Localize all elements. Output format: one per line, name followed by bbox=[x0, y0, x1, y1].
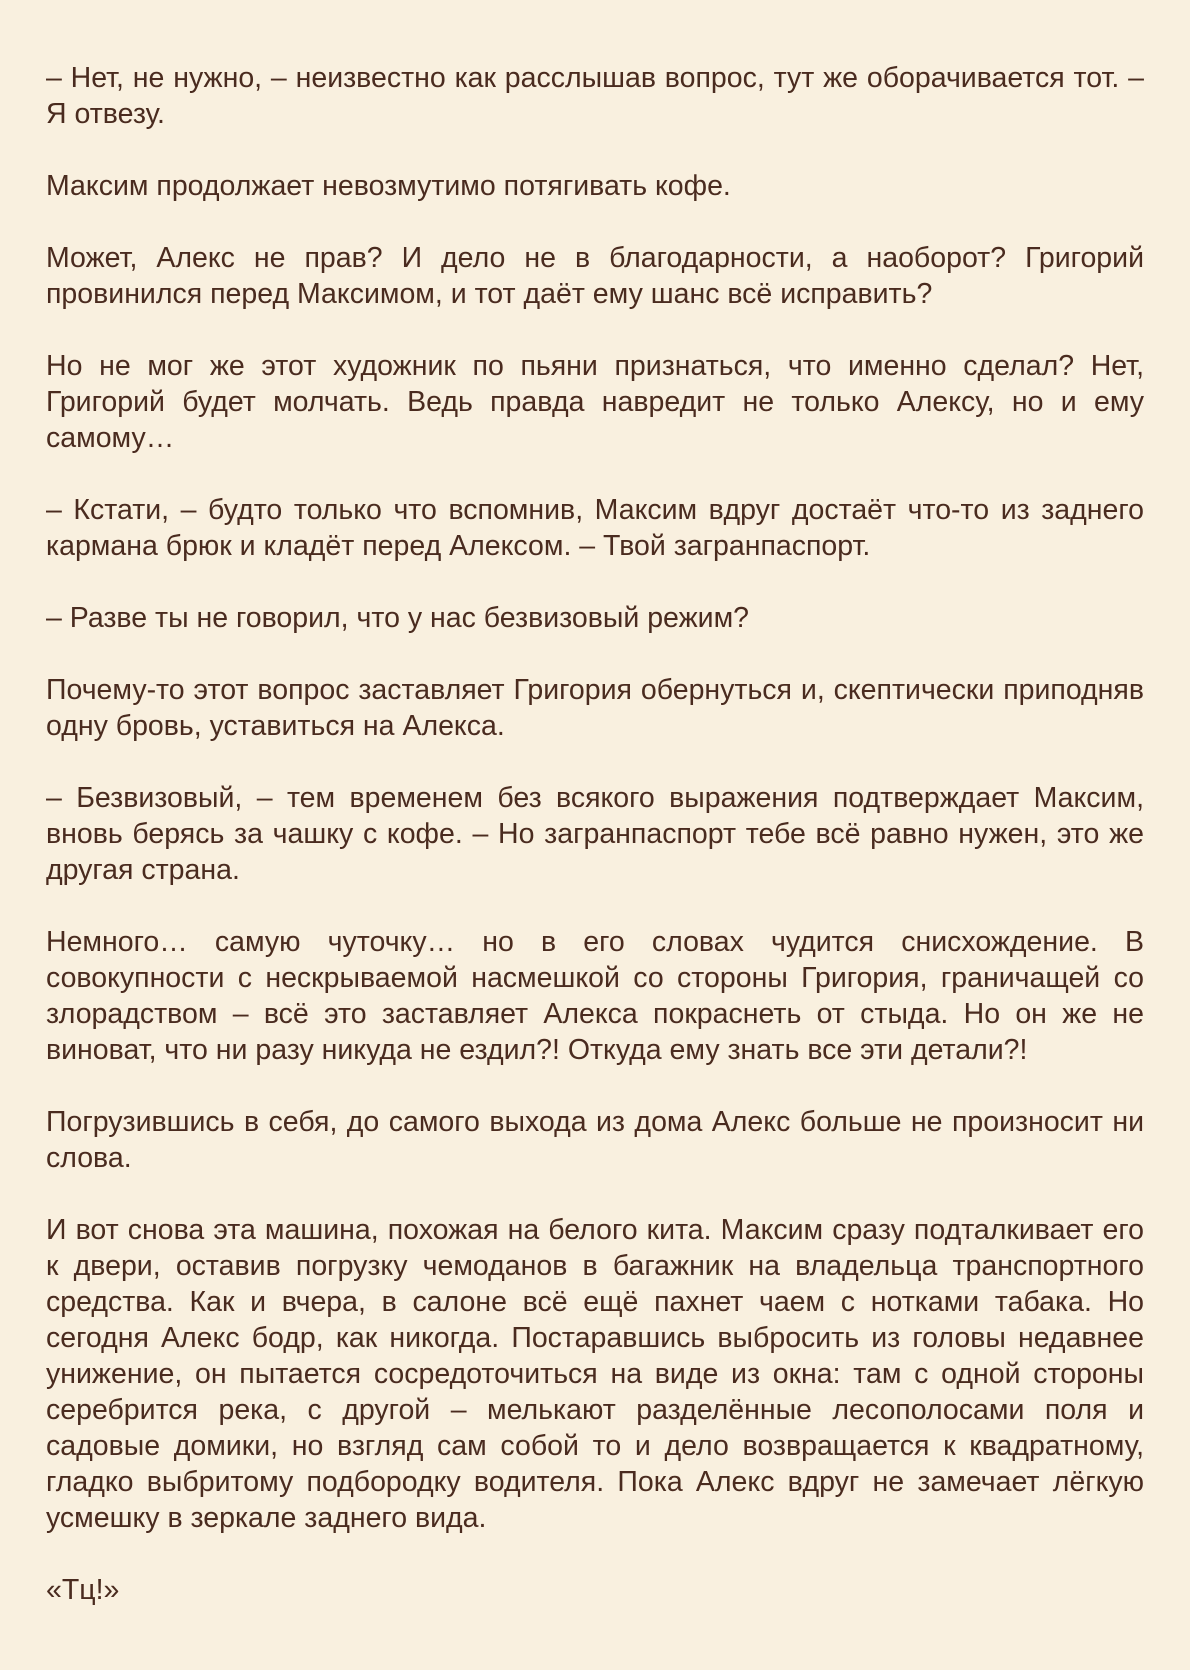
paragraph-3: Может, Алекс не прав? И дело не в благодарности, а наоборот? Григорий провинился перед Максимом, и тот даёт ему шанс всё исправить? bbox=[46, 242, 1144, 310]
paragraph-4: Но не мог же этот художник по пьяни признаться, что именно сделал? Нет, Григорий будет молчать. Ведь правда навредит не только Алексу, но и ему самому… bbox=[46, 350, 1144, 454]
paragraph-6: – Разве ты не говорил, что у нас безвизовый режим? bbox=[46, 602, 750, 634]
paragraph-2: Максим продолжает невозмутимо потягивать кофе. bbox=[46, 170, 731, 202]
paragraph-9: Немного… самую чуточку… но в его словах чудится снисхождение. В совокупности с нескрываемой насмешкой со стороны Григория, граничащей со злорадством – всё это заставляет Алекса покраснеть от стыда. Но он же не виноват, что ни разу никуда не ездил?! Откуда ему знать все эти детали?! bbox=[46, 926, 1144, 1066]
paragraph-7: Почему-то этот вопрос заставляет Григория обернуться и, скептически приподняв одну бровь, уставиться на Алекса. bbox=[46, 674, 1144, 742]
paragraph-10: Погрузившись в себя, до самого выхода из дома Алекс больше не произносит ни слова. bbox=[46, 1106, 1144, 1174]
paragraph-12: «Тц!» bbox=[46, 1574, 120, 1606]
paragraph-1: – Нет, не нужно, – неизвестно как расслышав вопрос, тут же оборачивается тот. – Я отвезу. bbox=[46, 62, 1144, 130]
paragraph-11: И вот снова эта машина, похожая на белого кита. Максим сразу подталкивает его к двери, оставив погрузку чемоданов в багажник на владельца транспортного средства. Как и вчера, в салоне всё ещё пахнет чаем с нотками табака. Но сегодня Алекс бодр, как никогда. Постаравшись выбросить из головы недавнее унижение, он пытается сосредоточиться на виде из окна: там с одной стороны серебрится река, с другой – мелькают разделённые лесополосами поля и садовые домики, но взгляд сам собой то и дело возвращается к квадратному, гладко выбритому подбородку водителя. Пока Алекс вдруг не замечает лёгкую усмешку в зеркале заднего вида. bbox=[46, 1214, 1144, 1534]
paragraph-8: – Безвизовый, – тем временем без всякого выражения подтверждает Максим, вновь берясь за чашку с кофе. – Но загранпаспорт тебе всё равно нужен, это же другая страна. bbox=[46, 782, 1144, 886]
paragraph-5: – Кстати, – будто только что вспомнив, Максим вдруг достаёт что-то из заднего кармана брюк и кладёт перед Алексом. – Твой загранпаспорт. bbox=[46, 494, 1144, 562]
